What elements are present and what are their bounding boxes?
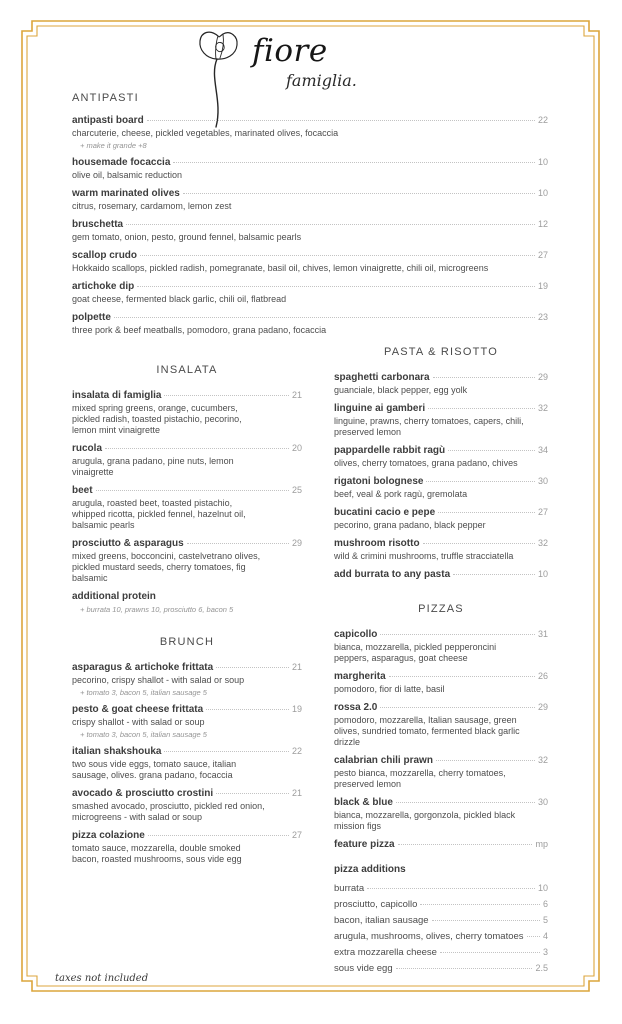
dot-leader xyxy=(173,162,535,163)
item-description: pomodoro, mozzarella, Italian sausage, green olives, sundried tomato, fermented black garlic drizzle xyxy=(334,715,520,747)
item-name: avocado & prosciutto crostini xyxy=(72,788,214,799)
menu-columns xyxy=(72,346,548,978)
item-price: 27 xyxy=(537,250,548,260)
item-name: rucola xyxy=(72,443,103,454)
item-line xyxy=(334,371,548,384)
dot-leader xyxy=(148,835,289,836)
item-name: mushroom risotto xyxy=(334,538,420,549)
item-name: italian shakshouka xyxy=(72,746,162,757)
menu-item xyxy=(72,389,302,436)
dot-leader xyxy=(440,952,540,953)
item-price: 12 xyxy=(537,219,548,229)
item-line xyxy=(334,838,548,851)
dot-leader xyxy=(398,844,533,845)
item-line xyxy=(334,914,548,927)
section-title: PASTA & RISOTTO xyxy=(384,346,498,358)
menu-item xyxy=(334,444,548,469)
item-description: mixed spring greens, orange, cucumbers, pickled radish, toasted pistachio, pecorino, lemon mint vinaigrette xyxy=(72,403,242,435)
pasta-items xyxy=(334,371,548,581)
item-line xyxy=(334,670,548,683)
menu-item xyxy=(72,156,548,181)
dot-leader xyxy=(426,481,535,482)
dot-leader xyxy=(436,760,535,761)
item-price: 32 xyxy=(537,403,548,413)
menu-item xyxy=(334,371,548,396)
item-price: 6 xyxy=(542,899,548,909)
menu-item xyxy=(334,946,548,959)
dot-leader xyxy=(453,574,535,575)
item-price: 23 xyxy=(537,312,548,322)
item-name: warm marinated olives xyxy=(72,188,180,199)
menu-item xyxy=(72,311,548,336)
dot-leader xyxy=(432,920,540,921)
brand-subtitle: famiglia. xyxy=(286,71,357,90)
item-price: 3 xyxy=(542,947,548,957)
dot-leader xyxy=(438,512,535,513)
dot-leader xyxy=(420,904,540,905)
menu-item xyxy=(72,703,302,739)
menu-item xyxy=(72,484,302,531)
item-description: linguine, prawns, cherry tomatoes, capers, chili, preserved lemon xyxy=(334,416,524,437)
dot-leader xyxy=(114,317,535,318)
item-line xyxy=(334,754,548,767)
item-description: beef, veal & pork ragù, gremolata xyxy=(334,489,468,499)
item-name: prosciutto, capicollo xyxy=(334,899,418,910)
item-name: rossa 2.0 xyxy=(334,702,378,713)
menu-item xyxy=(334,930,548,943)
section-title: PIZZAS xyxy=(418,603,464,615)
dot-leader xyxy=(183,193,535,194)
dot-leader xyxy=(137,286,535,287)
item-name: capicollo xyxy=(334,629,378,640)
dot-leader xyxy=(164,751,289,752)
item-price: 30 xyxy=(537,797,548,807)
item-line xyxy=(72,703,302,716)
item-price: 32 xyxy=(537,755,548,765)
menu-item xyxy=(334,402,548,438)
item-line xyxy=(334,506,548,519)
item-description: tomato sauce, mozzarella, double smoked bacon, roasted mushrooms, sous vide egg xyxy=(72,843,242,864)
item-description: guanciale, black pepper, egg yolk xyxy=(334,385,468,395)
menu-item xyxy=(334,962,548,975)
dot-leader xyxy=(140,255,535,256)
item-name: bacon, italian sausage xyxy=(334,915,429,926)
item-name: insalata di famiglia xyxy=(72,390,162,401)
item-line xyxy=(334,898,548,911)
menu-item xyxy=(334,701,548,748)
item-name: prosciutto & asparagus xyxy=(72,538,184,549)
item-name: artichoke dip xyxy=(72,281,135,292)
dot-leader xyxy=(206,709,289,710)
dot-leader xyxy=(147,120,535,121)
item-note: + tomato 3, bacon 5, italian sausage 5 xyxy=(80,688,207,697)
item-price: mp xyxy=(535,839,548,849)
menu-item xyxy=(334,537,548,562)
menu-content xyxy=(72,92,548,978)
item-line xyxy=(72,187,548,200)
item-name: sous vide egg xyxy=(334,963,393,974)
item-line xyxy=(334,537,548,550)
item-price: 29 xyxy=(291,538,302,548)
item-line xyxy=(72,156,548,169)
dot-leader xyxy=(433,377,535,378)
menu-item xyxy=(334,475,548,500)
item-line xyxy=(72,787,302,800)
menu-item xyxy=(334,568,548,581)
item-line xyxy=(72,249,548,262)
dot-leader xyxy=(527,936,540,937)
item-name: pappardelle rabbit ragù xyxy=(334,445,446,456)
item-price: 4 xyxy=(542,931,548,941)
item-price: 19 xyxy=(291,704,302,714)
item-line xyxy=(334,930,548,943)
item-price: 21 xyxy=(291,390,302,400)
dot-leader xyxy=(380,707,535,708)
item-line xyxy=(72,661,302,674)
item-price: 29 xyxy=(537,372,548,382)
item-description: gem tomato, onion, pesto, ground fennel, balsamic pearls xyxy=(72,232,302,242)
item-description: Hokkaido scallops, pickled radish, pomegranate, basil oil, chives, lemon vinaigrette, chili oil, microgreens xyxy=(72,263,489,273)
section-antipasti xyxy=(72,92,548,336)
item-description: pecorino, grana padano, black pepper xyxy=(334,520,486,530)
item-price: 10 xyxy=(537,569,548,579)
menu-item xyxy=(72,280,548,305)
item-description: three pork & beef meatballs, pomodoro, grana padano, focaccia xyxy=(72,325,327,335)
brunch-items xyxy=(72,661,302,865)
item-description: charcuterie, cheese, pickled vegetables, marinated olives, focaccia xyxy=(72,128,339,138)
item-price: 27 xyxy=(291,830,302,840)
section-title: pizza additions xyxy=(334,864,406,875)
item-price: 32 xyxy=(537,538,548,548)
item-line xyxy=(72,829,302,842)
item-description: wild & crimini mushrooms, truffle stracciatella xyxy=(334,551,514,561)
dot-leader xyxy=(126,224,535,225)
item-name: housemade focaccia xyxy=(72,157,171,168)
dot-leader xyxy=(380,634,535,635)
item-description: goat cheese, fermented black garlic, chili oil, flatbread xyxy=(72,294,287,304)
item-name: pizza colazione xyxy=(72,830,145,841)
item-line xyxy=(72,280,548,293)
left-column xyxy=(72,346,302,978)
dot-leader xyxy=(216,667,289,668)
item-price: 22 xyxy=(291,746,302,756)
dot-leader xyxy=(448,450,535,451)
item-price: 25 xyxy=(291,485,302,495)
item-price: 21 xyxy=(291,662,302,672)
dot-leader xyxy=(216,793,289,794)
item-line xyxy=(72,311,548,324)
item-name: linguine ai gamberi xyxy=(334,403,426,414)
footer-note: taxes not included xyxy=(55,973,149,984)
item-name: burrata xyxy=(334,883,365,894)
item-price: 22 xyxy=(537,115,548,125)
item-name: spaghetti carbonara xyxy=(334,372,430,383)
item-name: black & blue xyxy=(334,797,393,808)
item-price: 30 xyxy=(537,476,548,486)
item-name: scallop crudo xyxy=(72,250,138,261)
item-description: bianca, mozzarella, pickled pepperoncini peppers, asparagus, goat cheese xyxy=(334,642,497,663)
item-name: beet xyxy=(72,485,93,496)
menu-item xyxy=(334,670,548,695)
item-description: arugula, grana padano, pine nuts, lemon vinaigrette xyxy=(72,456,234,477)
item-line xyxy=(72,389,302,402)
dot-leader xyxy=(396,968,533,969)
insalata-items xyxy=(72,389,302,614)
item-name: pesto & goat cheese frittata xyxy=(72,704,204,715)
item-line xyxy=(334,946,548,959)
item-description: arugula, roasted beet, toasted pistachio, whipped ricotta, pickled fennel, hazelnut oil, balsamic pearls xyxy=(72,498,246,530)
item-line xyxy=(334,882,548,895)
item-name: margherita xyxy=(334,671,386,682)
item-description: pomodoro, fior di latte, basil xyxy=(334,684,445,694)
section-title: ANTIPASTI xyxy=(72,92,139,104)
menu-item xyxy=(72,114,548,150)
item-description: citrus, rosemary, cardamom, lemon zest xyxy=(72,201,232,211)
item-line xyxy=(334,402,548,415)
item-line xyxy=(334,701,548,714)
item-note: + tomato 3, bacon 5, italian sausage 5 xyxy=(80,730,207,739)
item-name: feature pizza xyxy=(334,839,395,850)
right-column xyxy=(334,346,548,978)
item-line xyxy=(334,568,548,581)
menu-item xyxy=(72,745,302,781)
menu-item xyxy=(334,506,548,531)
menu-item xyxy=(72,218,548,243)
dot-leader xyxy=(367,888,535,889)
dot-leader xyxy=(105,448,289,449)
dot-leader xyxy=(423,543,535,544)
menu-item xyxy=(72,442,302,478)
item-line xyxy=(334,628,548,641)
item-price: 31 xyxy=(537,629,548,639)
item-description: smashed avocado, prosciutto, pickled red onion, microgreens - with salad or soup xyxy=(72,801,265,822)
item-line xyxy=(72,745,302,758)
dot-leader xyxy=(396,802,535,803)
pizza-items xyxy=(334,628,548,851)
item-name: add burrata to any pasta xyxy=(334,569,451,580)
item-price: 10 xyxy=(537,883,548,893)
item-line xyxy=(72,590,302,603)
menu-item xyxy=(334,628,548,664)
menu-item xyxy=(334,796,548,832)
menu-item xyxy=(72,590,302,614)
item-description: olives, cherry tomatoes, grana padano, chives xyxy=(334,458,518,468)
item-name: additional protein xyxy=(72,591,156,602)
menu-item xyxy=(72,829,302,865)
dot-leader xyxy=(389,676,535,677)
item-price: 2.5 xyxy=(535,963,548,973)
item-name: calabrian chili prawn xyxy=(334,755,433,766)
item-line xyxy=(334,796,548,809)
dot-leader xyxy=(164,395,289,396)
dot-leader xyxy=(96,490,289,491)
menu-item xyxy=(334,882,548,895)
item-price: 34 xyxy=(537,445,548,455)
item-price: 10 xyxy=(537,188,548,198)
item-name: polpette xyxy=(72,312,111,323)
item-description: mixed greens, bocconcini, castelvetrano olives, pickled mustard seeds, cherry tomatoes, fig balsamic xyxy=(72,551,261,583)
menu-item xyxy=(72,537,302,584)
item-description: pecorino, crispy shallot - with salad or soup xyxy=(72,675,245,685)
item-line xyxy=(334,444,548,457)
antipasti-items xyxy=(72,114,548,336)
item-name: rigatoni bolognese xyxy=(334,476,424,487)
menu-item xyxy=(72,249,548,274)
item-description: bianca, mozzarella, gorgonzola, pickled black mission figs xyxy=(334,810,516,831)
item-price: 29 xyxy=(537,702,548,712)
item-note: + burrata 10, prawns 10, prosciutto 6, bacon 5 xyxy=(80,605,234,614)
item-note: + make it grande +8 xyxy=(80,141,147,150)
item-description: olive oil, balsamic reduction xyxy=(72,170,183,180)
brand-title: fiore xyxy=(252,33,328,69)
item-line xyxy=(334,962,548,975)
item-name: extra mozzarella cheese xyxy=(334,947,437,958)
section-title: INSALATA xyxy=(156,364,218,376)
item-line xyxy=(72,442,302,455)
item-price: 5 xyxy=(542,915,548,925)
menu-item xyxy=(334,838,548,851)
menu-item xyxy=(334,914,548,927)
item-price: 26 xyxy=(537,671,548,681)
item-description: two sous vide eggs, tomato sauce, italian sausage, olives. grana padano, focaccia xyxy=(72,759,237,780)
item-name: antipasti board xyxy=(72,115,144,126)
dot-leader xyxy=(187,543,289,544)
item-name: arugula, mushrooms, olives, cherry tomatoes xyxy=(334,931,524,942)
item-price: 10 xyxy=(537,157,548,167)
item-line xyxy=(334,475,548,488)
pizza-additions-items xyxy=(334,882,548,975)
item-line xyxy=(72,114,548,127)
item-line xyxy=(72,537,302,550)
item-line xyxy=(72,218,548,231)
item-name: asparagus & artichoke frittata xyxy=(72,662,214,673)
item-name: bruschetta xyxy=(72,219,124,230)
item-description: pesto bianca, mozzarella, cherry tomatoes, preserved lemon xyxy=(334,768,506,789)
item-line xyxy=(72,484,302,497)
item-price: 21 xyxy=(291,788,302,798)
menu-item xyxy=(334,754,548,790)
item-name: bucatini cacio e pepe xyxy=(334,507,436,518)
menu-item xyxy=(334,898,548,911)
item-price: 20 xyxy=(291,443,302,453)
item-price: 27 xyxy=(537,507,548,517)
menu-item xyxy=(72,787,302,823)
item-price: 19 xyxy=(537,281,548,291)
section-title: BRUNCH xyxy=(159,636,215,648)
dot-leader xyxy=(428,408,535,409)
item-description: crispy shallot - with salad or soup xyxy=(72,717,205,727)
menu-item xyxy=(72,187,548,212)
menu-item xyxy=(72,661,302,697)
